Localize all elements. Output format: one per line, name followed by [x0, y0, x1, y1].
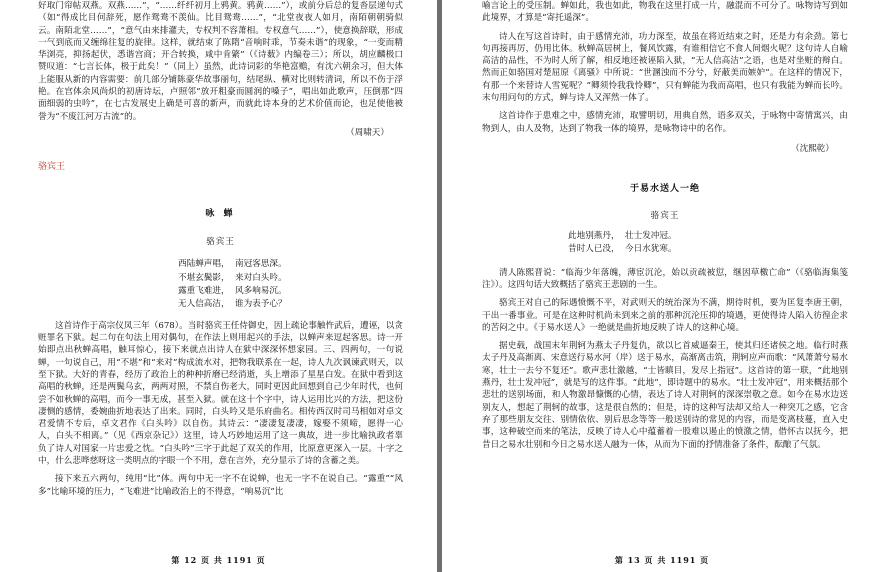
poem-title: 咏 蝉	[205, 208, 236, 219]
left-top-signature: （周啸天）	[346, 127, 389, 138]
poem-line: 西陆蝉声唱， 南冠客思深。	[178, 259, 287, 270]
right-page	[442, 0, 882, 572]
poem-author: 骆宾王	[206, 236, 235, 247]
poem-line: 无人信高洁， 谁为表予心？	[178, 299, 287, 310]
section-author-heading: 骆宾王	[38, 162, 66, 173]
poem-line: 不堪玄鬓影， 来对白头吟。	[178, 272, 287, 283]
page-footer: 第 12 页 共 1191 页	[171, 555, 266, 565]
poem-line: 昔时人已没， 今日水犹寒。	[568, 244, 677, 255]
poem-body	[568, 230, 848, 257]
right-top-paragraph: 喻言论上的受压制。蝉如此，我也如此，物我在这里打成一片，融混而不可分了。咏物诗写到如此境界，才算是“寄托遥深”。	[482, 1, 848, 24]
commentary-paragraph: 诗人在写这首诗时，由于感情充沛，功力深至，故虽在将近结束之时，还是力有余劲。第七句再接再厉，仍用比体。秋蝉高居树上，餐风饮露，有谁相信它不食人间烟火呢？这句诗人自喻高洁的品性，不为时人所了解，相反地还被诬陷入狱，“无人信高洁”之语，也是对坐赃的辩白。然而正如骆国对楚屈原《离骚》中所说：“世溷浊而不分兮，好蔽美而嫉妒”。在这样的情况下，有那一个来替诗人雪冤呢？“卿须怜我我怜卿”，只有蝉能为我而高唱，也只有我能为蝉而长吟。末句用问句的方式，蝉与诗人又浑然一体了。	[482, 31, 848, 104]
poem-line: 此地别燕丹， 壮士发冲冠。	[568, 230, 677, 241]
poem-body	[178, 258, 403, 312]
left-top-paragraph: 好取门帘帖双燕。双燕……”，“……纤纤初月上鸦黄。鸦黄……”），或前分后总的复沓层递句式（如“得成比目何辞死，愿作鸳鸯不羡仙。比目鸳鸯……”，“北堂夜夜人如月，南陌朝朝骑似云。南陌北堂……”，“意气由来排灌夫，专权判不容萧相。专权意气……”），使意换辞联，形成一气到底而又缠绵往复的旋律。这样，就结束了陈隋“音响时乖，节奏未谐”的现象，“一变而精华浏亮，抑扬起伏，悉谐宫商；开合转换，咸中肯綮”（《诗薮》内编卷三）；所以，胡应麟极口赞叹道：“七言长体，极于此矣！”（同上）虽然，此诗词彩的华艳富赡，有沈六朝余习，但大体上能服从新的内容需要：前几部分铺陈豪华故事丽句，结尾纵、横对比则转清词，所以不伤于浮艳。在宫体余风尚炽的初唐诗坛，卢照邻“放开粗豪而圆润的嗓子”，唱出如此歌声，压倒那“四面细弱的虫吟”，在七古发展史上确是可喜的新声，而就此诗本身的艺术价值而论，也足使他被誉为“不废江河万古流”的。	[38, 1, 403, 122]
poem-author: 骆宾王	[650, 210, 680, 221]
poem-title: 于易水送人一绝	[629, 184, 700, 195]
commentary-paragraph: 骆宾王对自己的际遇愤慨不平，对武则天的统治深为不满，期待时机，要为匡复李唐王朝，干出一番事业。可是在这种时机尚未到来之前的那种沉沦压抑的境遇，更使得诗人陷入彷徨企求的苦闷之中。《于易水送人》一绝就是曲折地反映了诗人的这种心境。	[482, 298, 848, 333]
commentary-paragraph: 接下来五六两句，纯用“比”体。两句中无一字不在说蝉，也无一字不在说自己。“露重”“风多”比喻环境的压力，“飞难进”比喻政治上的不得意，“响易沉”比	[38, 474, 403, 497]
commentary-paragraph: 清人陈熙晋说：“临海少年落魄，薄宦沉沦，始以贡疏被愆，继因草檄亡命”（《骆临海集笺注》）。这四句话大致概括了骆宾王悲剧的一生。	[482, 267, 848, 290]
left-page	[0, 0, 437, 572]
poem-line: 露重飞难进， 风多响易沉。	[178, 285, 287, 296]
page-footer: 第 13 页 共 1191 页	[614, 555, 710, 565]
commentary-paragraph: 这首诗作于患难之中，感情充沛，取譬明切，用典自然，语多双关，于咏物中寄情寓兴，由物到人，由人及物，达到了物我一体的境界，是咏物诗中的名作。	[482, 111, 848, 134]
commentary-paragraph: 这首诗作于高宗仪凤三年（678）。当时骆宾王任侍御史，因上疏论事触忤武后，遭诬，以贪赃罪名下狱。起二句在句法上用对偶句，在作法上则用起兴的手法，以蝉声来逗起客思。诗一开始即点出秋蝉高唱，触耳惊心，接下来就点出诗人在狱中深深怀想家园。三、四两句，一句说蝉，一句说自己，用“不堪”和“来对”构成流水对，把物我联系在一起，诗人九次讽谏武则天，以至下狱。大好的青春，经历了政治上的种种折磨已经消逝，头上增添了星星白发。在狱中看到这高唱的秋蝉，还是两鬓乌玄，两两对照，不禁自伤老大，同时更因此回想到自己少年时代，也何尝不如秋蝉的高唱，而今一事无成，甚至入狱。就在这十个字中，诗人运用比兴的方法，把这份凄恻的感情，委婉曲折地表达了出来。同时，白头吟又是乐府曲名。相传西汉时司马相如对卓文君爱情不专后，卓文君作《白头吟》以自伤。其诗云：“凄凄复凄凄，嫁娶不须啼，愿得一心人，白头不相离。”（见《西京杂记》）这里，诗人巧妙地运用了这一典故，进一步比喻执政者辜负了诗人对国家一片忠爱之忱。“白头吟”三字于此起了双关的作用，比原意更深入一层。十字之中，什么悲哗慈呀这一类明点的字眼一个不用，意在言外，充分显示了诗的含蓄之美。	[38, 320, 403, 467]
commentary-paragraph: 据史载，战国末年荆轲为燕太子丹复仇，欲以匕首威逼秦王，使其归还诸侯之地。临行时燕太子丹及高渐离、宋意送行易水河（岸）送于易水，高渐离击筑，荆轲应声而歌：“风萧萧兮易水寒，壮士一去兮不复还”。歌声悲壮激越，“士皆瞋目，发尽上指冠”。这首诗的第一联，“此地别燕丹，壮士发冲冠”，就是写的这件事。“此地”，即诗题中的易水。“壮士发冲冠”，用来概括那个悲壮的送别场面，和人物激昂慷慨的心情，表达了诗人对荆轲的深深崇敬之意。如今在易水边送别友人，想起了荆轲的故事，这是很自然的；但是，诗的这种写法却又给人一种突兀之感，它含弃了那些朋友交往、别情依依、别后思念等等一般送别诗的常见的内容，而是变离枝蔓，直入史事，这种破空而来的笔法，反映了诗人心中蕴蓄着一股难以遏止的愤激之情，借怀古以抚今，把昔日之易水壮别和今日之易水送人融为一体，从而为下面的抒情准备了条件，酝酿了气氛。	[482, 341, 848, 450]
right-signature: （沈熙乾）	[791, 143, 834, 154]
